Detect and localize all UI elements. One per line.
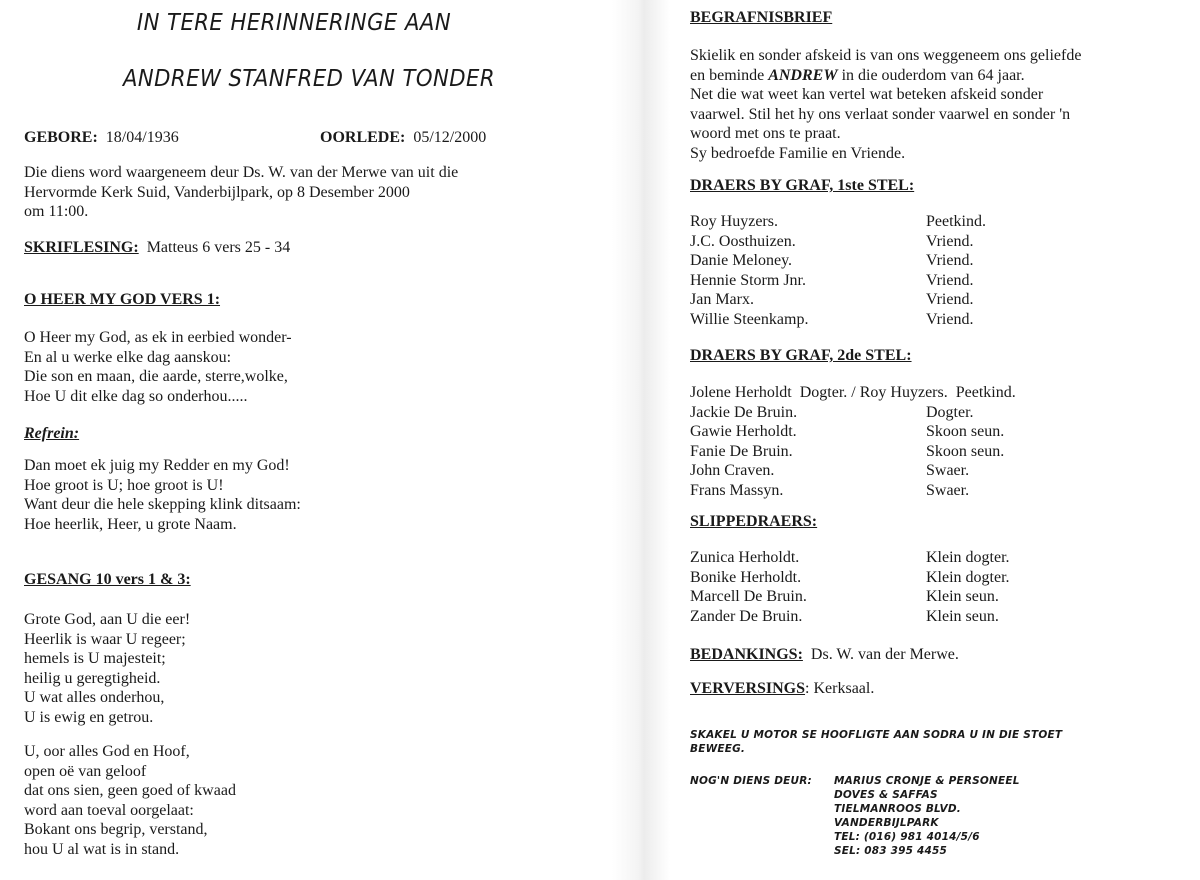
thanks-line: [690, 645, 959, 665]
verse-line: dat ons sien, geen goed of kwaad: [24, 782, 236, 799]
verse-line: En al u werke elke dag aanskou:: [24, 348, 232, 366]
verse-line: Hoe groot is U; hoe groot is U!: [24, 476, 224, 494]
list-item: Jolene Herholdt Dogter. / Roy Huyzers. Peetkind.: [690, 384, 1016, 401]
bearer-name: Danie Meloney.: [690, 252, 793, 269]
pallbearer-role: Klein dogter.: [926, 549, 1010, 566]
verse-line: word aan toeval oorgelaat:: [24, 801, 194, 819]
bearer-role: Vriend.: [926, 232, 974, 250]
verse-line: U wat alles onderhou,: [24, 689, 165, 706]
thanks-value: Ds. W. van der Merwe.: [810, 646, 959, 663]
refrain-title: Refrein:: [24, 425, 80, 442]
bearer-role: Skoon seun.: [926, 442, 1005, 460]
notice-line: SKAKEL U MOTOR SE HOOFLIGTE AAN SODRA U IN DIE STOET: [690, 729, 1063, 741]
scripture-reading: [24, 238, 290, 258]
bearer-name: Frans Massyn.: [690, 481, 784, 499]
memorial-title: IN TERE HERINNERINGE AAN: [136, 10, 452, 36]
hymn1-verse: [24, 328, 292, 406]
pallbearers-list: [690, 548, 1010, 626]
verse-line: open oë van geloof: [24, 762, 147, 780]
hymn2-title: GESANG 10 vers 1 & 3:: [24, 571, 191, 588]
verse-line: Want deur die hele skepping klink ditsaam:: [24, 496, 301, 513]
list-item: [690, 403, 1016, 423]
refrain-verse: [24, 456, 301, 534]
bearer-name: Jan Marx.: [690, 291, 754, 308]
died-line: [320, 128, 486, 148]
list-item: [690, 481, 1016, 501]
verse-line: U is ewig en getrou.: [24, 708, 154, 726]
headlights-notice: [690, 728, 1062, 756]
refreshments-value: : Kerksaal.: [805, 680, 875, 697]
bearer-role: Peetkind.: [926, 213, 986, 230]
list-item: [690, 461, 1016, 481]
list-item: [690, 251, 986, 271]
list-item: [690, 422, 1016, 442]
verse-line: Hoe heerlik, Heer, u grote Naam.: [24, 515, 237, 533]
pallbearer-role: Klein seun.: [926, 588, 999, 605]
undertaker-line: SEL: 083 395 4455: [834, 845, 948, 857]
refreshments-label: VERVERSINGS: [690, 680, 806, 697]
bearer-role: Vriend.: [926, 271, 974, 289]
verse-line: Hoe U dit elke dag so onderhou.....: [24, 387, 248, 405]
bearer-name: Gawie Herholdt.: [690, 423, 797, 440]
born-date: 18/04/1936: [105, 129, 179, 146]
scripture-label: SKRIFLESING:: [24, 239, 139, 256]
bearer-role: Dogter.: [926, 403, 974, 421]
died-label: OORLEDE:: [320, 129, 406, 146]
bearer-role: Vriend.: [926, 310, 974, 328]
bearer-name: Hennie Storm Jnr.: [690, 271, 806, 289]
list-item: [690, 310, 986, 330]
bearer-name: Roy Huyzers.: [690, 213, 778, 230]
bearers1-list: [690, 212, 986, 329]
letter-line: woord met ons te praat.: [690, 125, 841, 142]
undertaker-line: TEL: (016) 981 4014/5/6: [834, 831, 980, 843]
pallbearers-title: SLIPPEDRAERS:: [690, 513, 818, 530]
bearer-name: Fanie De Bruin.: [690, 442, 793, 460]
service-line: Die diens word waargeneem deur Ds. W. van der Merwe van uit die: [24, 164, 459, 181]
thanks-label: BEDANKINGS:: [690, 646, 803, 663]
list-item: [690, 212, 986, 232]
list-item: [690, 442, 1016, 462]
list-item: [690, 587, 1010, 607]
pallbearer-role: Klein dogter.: [926, 568, 1010, 586]
deceased-name: ANDREW STANFRED VAN TONDER: [122, 66, 496, 92]
funeral-letter: [690, 46, 1081, 163]
verse-line: Bokant ons begrip, verstand,: [24, 821, 208, 838]
verse-line: heilig u geregtigheid.: [24, 669, 161, 687]
letter-text: en beminde: [690, 66, 769, 84]
undertaker-line: TIELMANROOS BLVD.: [834, 803, 961, 815]
list-item: [690, 290, 986, 310]
hymn2-verse3: [24, 742, 236, 859]
list-item: [690, 568, 1010, 588]
born-line: [24, 128, 179, 148]
undertaker-line: MARIUS CRONJE & PERSONEEL: [834, 775, 1020, 787]
pallbearer-name: Bonike Herholdt.: [690, 568, 802, 586]
service-line: om 11:00.: [24, 203, 89, 220]
letter-text: in die ouderdom van 64 jaar.: [837, 66, 1025, 84]
bearer-name: J.C. Oosthuizen.: [690, 232, 796, 250]
verse-line: Dan moet ek juig my Redder en my God!: [24, 457, 290, 474]
bearers2-list: [690, 383, 1016, 500]
letter-line: Net die wat weet kan vertel wat beteken afskeid sonder: [690, 86, 1044, 103]
bearer-role: Swaer.: [926, 462, 970, 479]
letter-line: [690, 66, 1081, 86]
deceased-first-name: ANDREW: [768, 66, 838, 84]
list-item: [690, 232, 986, 252]
notice-line: BEWEEG.: [690, 743, 746, 755]
verse-line: U, oor alles God en Hoof,: [24, 743, 190, 760]
pallbearer-name: Zunica Herholdt.: [690, 549, 800, 566]
born-label: GEBORE:: [24, 129, 98, 146]
page-fold-shadow: [612, 0, 670, 880]
list-item: [690, 548, 1010, 568]
bearers2-title: DRAERS BY GRAF, 2de STEL:: [690, 347, 912, 364]
pallbearer-name: Zander De Bruin.: [690, 607, 803, 625]
bearer-role: Swaer.: [926, 481, 970, 499]
bearer-role: Skoon seun.: [926, 423, 1005, 440]
refreshments-line: [690, 679, 874, 699]
verse-line: O Heer my God, as ek in eerbied wonder-: [24, 329, 292, 346]
verse-line: Die son en maan, die aarde, sterre,wolke,: [24, 368, 288, 385]
verse-line: hou U al wat is in stand.: [24, 840, 180, 858]
bearer-role: Vriend.: [926, 291, 974, 308]
undertaker-line: VANDERBIJLPARK: [834, 817, 939, 829]
letter-line: vaarwel. Stil het hy ons verlaat sonder vaarwel en sonder 'n: [690, 105, 1071, 123]
undertaker-details: [834, 774, 1020, 858]
funeral-letter-title: BEGRAFNISBRIEF: [690, 9, 833, 26]
letter-line: Skielik en sonder afskeid is van ons weggeneem ons geliefde: [690, 47, 1082, 64]
undertaker-line: DOVES & SAFFAS: [834, 789, 938, 801]
pallbearer-name: Marcell De Bruin.: [690, 588, 807, 605]
hymn2-verse1: [24, 610, 190, 727]
scripture-value: Matteus 6 vers 25 - 34: [146, 239, 291, 256]
verse-line: hemels is U majesteit;: [24, 650, 166, 667]
bearer-name: Jackie De Bruin.: [690, 403, 798, 421]
pallbearer-role: Klein seun.: [926, 607, 999, 625]
bearers1-title: DRAERS BY GRAF, 1ste STEL:: [690, 177, 915, 194]
service-paragraph: [24, 163, 458, 222]
undertaker-label: NOG'N DIENS DEUR:: [690, 775, 812, 787]
list-item: [690, 607, 1010, 627]
bearer-name: Willie Steenkamp.: [690, 310, 809, 328]
service-line: Hervormde Kerk Suid, Vanderbijlpark, op 8 Desember 2000: [24, 183, 410, 201]
bearer-role: Vriend.: [926, 252, 974, 269]
verse-line: Grote God, aan U die eer!: [24, 611, 191, 628]
died-date: 05/12/2000: [413, 129, 487, 146]
bearer-name: John Craven.: [690, 462, 775, 479]
hymn1-title: O HEER MY GOD VERS 1:: [24, 291, 221, 308]
list-item: [690, 271, 986, 291]
verse-line: Heerlik is waar U regeer;: [24, 630, 186, 648]
letter-line: Sy bedroefde Familie en Vriende.: [690, 144, 906, 162]
